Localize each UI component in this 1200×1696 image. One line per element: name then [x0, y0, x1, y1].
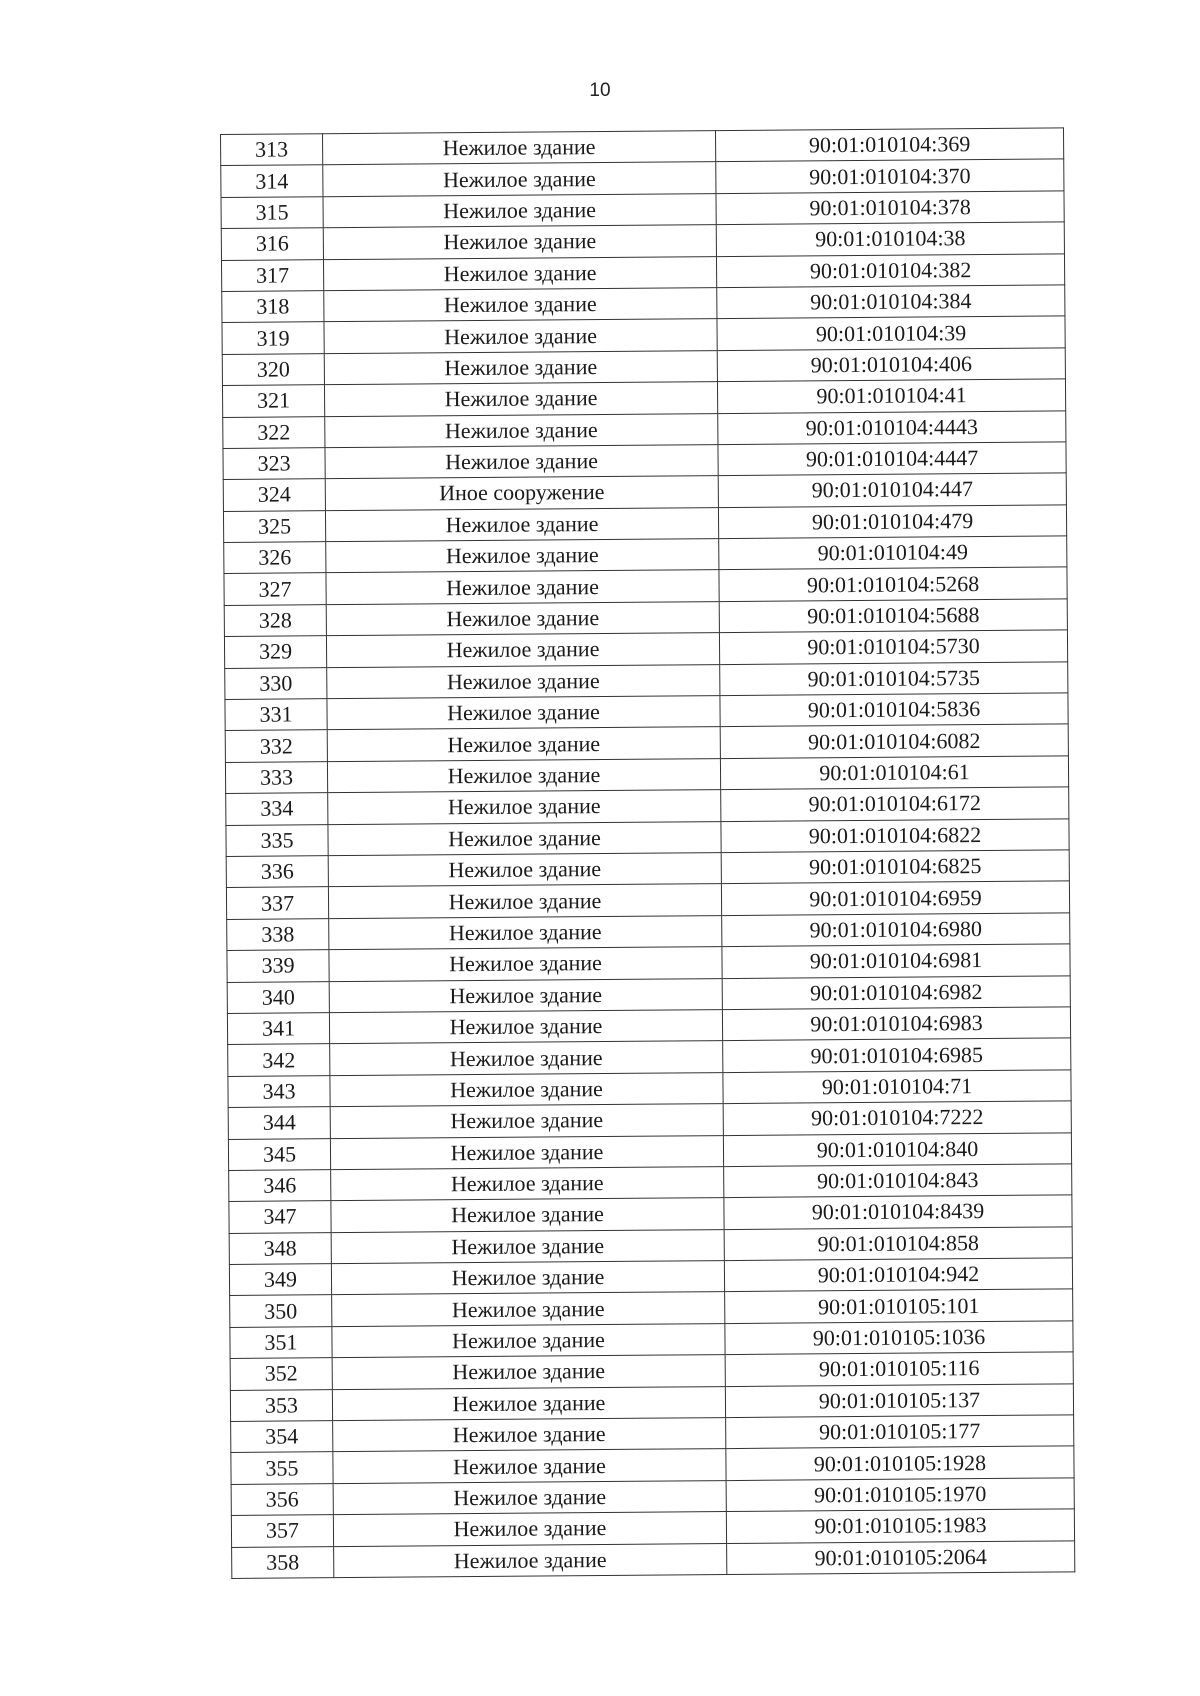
cadastral-number-cell: 90:01:010104:384 [717, 285, 1065, 319]
object-type-cell: Нежилое здание [330, 1104, 723, 1138]
object-type-cell: Нежилое здание [334, 1543, 727, 1577]
row-number-cell: 353 [230, 1389, 332, 1421]
row-number-cell: 330 [225, 667, 327, 699]
object-type-cell: Нежилое здание [323, 162, 716, 196]
row-number-cell: 336 [226, 856, 328, 888]
row-number-cell: 318 [222, 291, 324, 323]
object-type-cell: Нежилое здание [331, 1198, 724, 1232]
cadastral-number-cell: 90:01:010104:6981 [722, 944, 1070, 978]
cadastral-number-cell: 90:01:010105:1983 [726, 1509, 1074, 1543]
object-type-cell: Нежилое здание [331, 1166, 724, 1200]
object-type-cell: Нежилое здание [332, 1323, 725, 1357]
object-type-cell: Нежилое здание [327, 758, 720, 792]
object-type-cell: Нежилое здание [324, 350, 717, 384]
object-type-cell: Нежилое здание [332, 1386, 725, 1420]
object-type-cell: Нежилое здание [333, 1512, 726, 1546]
row-number-cell: 333 [225, 761, 327, 793]
row-number-cell: 351 [230, 1327, 332, 1359]
object-type-cell: Нежилое здание [328, 884, 721, 918]
row-number-cell: 344 [228, 1107, 330, 1139]
object-type-cell: Нежилое здание [333, 1418, 726, 1452]
row-number-cell: 323 [223, 448, 325, 480]
cadastral-number-cell: 90:01:010104:41 [717, 379, 1065, 413]
cadastral-number-cell: 90:01:010105:101 [725, 1289, 1073, 1323]
cadastral-number-cell: 90:01:010104:858 [724, 1227, 1072, 1261]
cadastral-number-cell: 90:01:010104:6982 [722, 975, 1070, 1009]
object-type-cell: Нежилое здание [325, 445, 718, 479]
object-type-cell: Нежилое здание [330, 1041, 723, 1075]
row-number-cell: 339 [227, 950, 329, 982]
row-number-cell: 352 [230, 1358, 332, 1390]
object-type-cell: Нежилое здание [326, 539, 719, 573]
row-number-cell: 315 [221, 196, 323, 228]
row-number-cell: 357 [231, 1515, 333, 1547]
object-type-cell: Нежилое здание [333, 1480, 726, 1514]
cadastral-number-cell: 90:01:010104:5730 [719, 630, 1067, 664]
row-number-cell: 322 [223, 416, 325, 448]
cadastral-number-cell: 90:01:010104:378 [716, 191, 1064, 225]
row-number-cell: 327 [224, 573, 326, 605]
object-type-cell: Нежилое здание [327, 664, 720, 698]
cadastral-number-cell: 90:01:010104:6082 [720, 724, 1068, 758]
row-number-cell: 321 [222, 385, 324, 417]
object-type-cell: Нежилое здание [324, 319, 717, 353]
row-number-cell: 334 [226, 793, 328, 825]
row-number-cell: 324 [223, 479, 325, 511]
cadastral-number-cell: 90:01:010104:6959 [721, 881, 1069, 915]
object-type-cell: Нежилое здание [329, 1010, 722, 1044]
cadastral-number-cell: 90:01:010104:4447 [718, 442, 1066, 476]
cadastral-number-cell: 90:01:010104:6983 [722, 1007, 1070, 1041]
cadastral-number-cell: 90:01:010105:116 [725, 1352, 1073, 1386]
row-number-cell: 329 [224, 636, 326, 668]
object-type-cell: Нежилое здание [326, 601, 719, 635]
cadastral-number-cell: 90:01:010104:382 [716, 253, 1064, 287]
row-number-cell: 350 [230, 1295, 332, 1327]
object-type-cell: Нежилое здание [324, 288, 717, 322]
cadastral-number-cell: 90:01:010104:942 [724, 1258, 1072, 1292]
row-number-cell: 356 [231, 1483, 333, 1515]
row-number-cell: 316 [221, 228, 323, 260]
row-number-cell: 331 [225, 699, 327, 731]
cadastral-number-cell: 90:01:010104:61 [720, 756, 1068, 790]
object-type-cell: Нежилое здание [329, 915, 722, 949]
cadastral-number-cell: 90:01:010104:5735 [720, 661, 1068, 695]
object-type-cell: Нежилое здание [325, 413, 718, 447]
object-type-cell: Нежилое здание [331, 1229, 724, 1263]
object-type-cell: Нежилое здание [326, 570, 719, 604]
object-type-cell: Нежилое здание [328, 853, 721, 887]
object-type-cell: Нежилое здание [327, 727, 720, 761]
cadastral-number-cell: 90:01:010104:38 [716, 222, 1064, 256]
cadastral-number-cell: 90:01:010104:5268 [719, 567, 1067, 601]
cadastral-number-cell: 90:01:010105:1928 [726, 1446, 1074, 1480]
cadastral-number-cell: 90:01:010104:6822 [721, 818, 1069, 852]
object-type-cell: Нежилое здание [329, 947, 722, 981]
row-number-cell: 355 [231, 1452, 333, 1484]
cadastral-number-cell: 90:01:010104:406 [717, 348, 1065, 382]
object-type-cell: Нежилое здание [324, 382, 717, 416]
row-number-cell: 320 [222, 353, 324, 385]
row-number-cell: 332 [225, 730, 327, 762]
cadastral-number-cell: 90:01:010105:1970 [726, 1478, 1074, 1512]
row-number-cell: 348 [229, 1232, 331, 1264]
row-number-cell: 349 [229, 1264, 331, 1296]
row-number-cell: 314 [221, 165, 323, 197]
cadastral-number-cell: 90:01:010104:5836 [720, 693, 1068, 727]
cadastral-number-cell: 90:01:010104:8439 [724, 1195, 1072, 1229]
cadastral-number-cell: 90:01:010104:6172 [721, 787, 1069, 821]
cadastral-number-cell: 90:01:010104:447 [718, 473, 1066, 507]
row-number-cell: 338 [227, 918, 329, 950]
cadastral-number-cell: 90:01:010104:5688 [719, 599, 1067, 633]
row-number-cell: 337 [226, 887, 328, 919]
cadastral-number-cell: 90:01:010104:840 [723, 1132, 1071, 1166]
cadastral-number-cell: 90:01:010105:1036 [725, 1321, 1073, 1355]
row-number-cell: 354 [231, 1421, 333, 1453]
row-number-cell: 313 [221, 134, 323, 166]
cadastral-number-cell: 90:01:010104:479 [718, 505, 1066, 539]
row-number-cell: 346 [229, 1170, 331, 1202]
object-type-cell: Нежилое здание [330, 1072, 723, 1106]
table-row [232, 1540, 1075, 1578]
cadastral-number-cell: 90:01:010104:7222 [723, 1101, 1071, 1135]
row-number-cell: 335 [226, 824, 328, 856]
object-type-cell: Нежилое здание [323, 193, 716, 227]
object-type-cell: Нежилое здание [327, 696, 720, 730]
object-type-cell: Нежилое здание [328, 821, 721, 855]
object-type-cell: Нежилое здание [333, 1449, 726, 1483]
object-type-cell: Нежилое здание [326, 633, 719, 667]
object-type-cell: Нежилое здание [331, 1261, 724, 1295]
cadastral-number-cell: 90:01:010104:39 [717, 316, 1065, 350]
object-type-cell: Нежилое здание [330, 1135, 723, 1169]
cadastral-number-cell: 90:01:010104:71 [723, 1070, 1071, 1104]
object-type-cell: Нежилое здание [332, 1292, 725, 1326]
cadastral-number-cell: 90:01:010105:137 [725, 1383, 1073, 1417]
row-number-cell: 342 [228, 1044, 330, 1076]
row-number-cell: 317 [221, 259, 323, 291]
cadastral-number-cell: 90:01:010104:49 [719, 536, 1067, 570]
row-number-cell: 340 [227, 981, 329, 1013]
cadastral-number-cell: 90:01:010104:6985 [723, 1038, 1071, 1072]
object-type-cell: Нежилое здание [323, 256, 716, 290]
cadastral-number-cell: 90:01:010105:177 [726, 1415, 1074, 1449]
registry-table-body [221, 128, 1075, 1579]
row-number-cell: 319 [222, 322, 324, 354]
cadastral-number-cell: 90:01:010104:369 [715, 128, 1063, 162]
row-number-cell: 347 [229, 1201, 331, 1233]
cadastral-number-cell: 90:01:010104:4443 [718, 410, 1066, 444]
page-number: 10 [589, 80, 611, 101]
object-type-cell: Нежилое здание [323, 225, 716, 259]
object-type-cell: Нежилое здание [332, 1355, 725, 1389]
object-type-cell: Нежилое здание [328, 790, 721, 824]
row-number-cell: 325 [223, 510, 325, 542]
object-type-cell: Иное сооружение [325, 476, 718, 510]
object-type-cell: Нежилое здание [325, 507, 718, 541]
cadastral-number-cell: 90:01:010104:6825 [721, 850, 1069, 884]
cadastral-number-cell: 90:01:010104:6980 [722, 913, 1070, 947]
object-type-cell: Нежилое здание [329, 978, 722, 1012]
object-type-cell: Нежилое здание [323, 131, 716, 165]
row-number-cell: 328 [224, 605, 326, 637]
cadastral-number-cell: 90:01:010104:370 [716, 159, 1064, 193]
row-number-cell: 345 [228, 1138, 330, 1170]
row-number-cell: 326 [224, 542, 326, 574]
cadastral-number-cell: 90:01:010104:843 [724, 1164, 1072, 1198]
row-number-cell: 343 [228, 1075, 330, 1107]
cadastral-number-cell: 90:01:010105:2064 [727, 1540, 1075, 1574]
row-number-cell: 341 [227, 1013, 329, 1045]
row-number-cell: 358 [232, 1546, 334, 1578]
registry-table [220, 127, 1075, 1579]
